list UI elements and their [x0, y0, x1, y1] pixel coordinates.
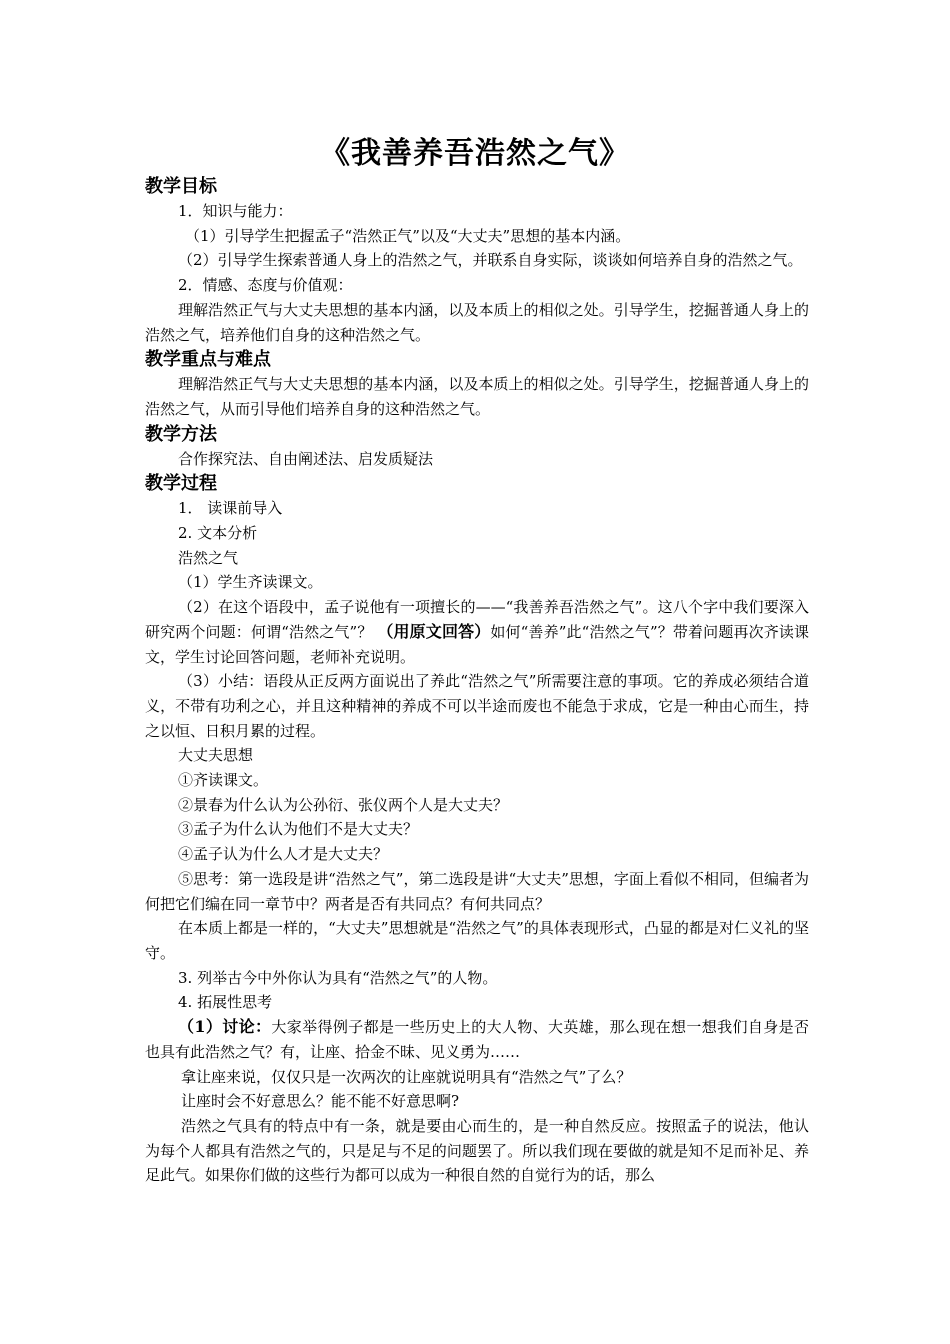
- process-step-2: 2. 文本分析: [178, 524, 258, 543]
- discussion-conclusion: 浩然之气具有的特点中有一条，就是要由心而生的，是一种自然反应。按照孟子的说法，他认为每个人都具有浩然之气的，只是足与不足的问题罢了。所以我们现在要做的就是知不足而补足、养足此气。如果你们做的这些行为都可以成为一种很自然的自觉行为的话，那么: [145, 1116, 809, 1185]
- goal-knowledge-label: 1．知识与能力：: [178, 202, 293, 220]
- dazhangfu-item-2: ②景春为什么认为公孙衍、张仪两个人是大丈夫？: [178, 795, 509, 814]
- document-body: [145, 174, 809, 1188]
- heading-key-points: 教学重点与难点: [145, 349, 271, 371]
- haoran-item-1: （1）学生齐读课文。: [178, 573, 323, 592]
- heading-methods: 教学方法: [145, 423, 217, 445]
- dazhangfu-item-5: ⑤思考：第一选段是讲“浩然之气”，第二选段是讲“大丈夫”思想，字面上看似不相同，但编者为何把它们编在同一章节中？两者是否有共同点？有何共同点？: [145, 869, 809, 913]
- process-step-3: 3. 列举古今中外你认为具有“浩然之气”的人物。: [178, 968, 498, 987]
- process-step-1: 1． 读课前导入: [178, 499, 283, 518]
- key-points-text: 理解浩然正气与大丈夫思想的基本内涵，以及本质上的相似之处。引导学生，挖掘普通人身上的浩然之气，从而引导他们培养自身的这种浩然之气。: [145, 375, 809, 418]
- haoran-item-2-part-c: 如何“善养”此“浩然之气”？带着问题再次齐读课文，学生讨论回答问题，老师补充说明。: [145, 622, 809, 666]
- heading-process: 教学过程: [145, 473, 217, 495]
- page-title: 《我善养吾浩然之气》: [320, 136, 630, 171]
- methods-text: 合作探究法、自由阐述法、启发质疑法: [178, 449, 434, 468]
- goal-attitude-label: 2．情感、态度与价值观：: [178, 276, 353, 295]
- goal-attitude-text: 理解浩然正气与大丈夫思想的基本内涵，以及本质上的相似之处。引导学生，挖掘普通人身上的浩然之气，培养他们自身的这种浩然之气。: [145, 300, 809, 344]
- discussion-question-2: 让座时会不好意思么？能不能不好意思啊?: [181, 1092, 460, 1111]
- goal-item-1: （1）引导学生把握孟子“浩然正气”以及“大丈夫”思想的基本内涵。: [185, 226, 631, 245]
- dazhangfu-item-4: ④孟子认为什么人才是大丈夫？: [178, 845, 389, 864]
- subheading-dazhangfu: 大丈夫思想: [178, 746, 254, 765]
- dazhangfu-item-1: ①齐读课文。: [178, 771, 269, 790]
- haoran-item-2: [145, 595, 809, 669]
- dazhangfu-item-3: ③孟子为什么认为他们不是大丈夫？: [178, 820, 419, 839]
- discussion-label: （1）讨论：: [178, 1017, 272, 1037]
- discussion-question-1: 拿让座来说，仅仅只是一次两次的让座就说明具有“浩然之气”了么？: [181, 1067, 632, 1086]
- process-step-4: 4. 拓展性思考: [178, 993, 273, 1012]
- discussion-text: 大家举得例子都是一些历史上的大人物、大英雄，那么现在想一想我们自身是否也具有此浩然之气？有，让座、拾金不昧、见义勇为……: [145, 1018, 809, 1061]
- dazhangfu-answer: 在本质上都是一样的，“大丈夫”思想就是“浩然之气”的具体表现形式，凸显的都是对仁义礼的坚守。: [145, 919, 809, 962]
- subheading-haoran: 浩然之气: [178, 548, 239, 567]
- discussion-paragraph: [145, 1015, 809, 1064]
- heading-goals: 教学目标: [145, 176, 217, 197]
- haoran-item-2-part-a: （2）在这个语段中，孟子说他有一项擅长的——“我善养吾浩然之气”。这八个字中我们要深入研究两个问题：何谓“浩然之气”？: [145, 598, 809, 641]
- haoran-item-2-part-b: （用原文回答）: [377, 621, 491, 641]
- haoran-summary: （3）小结：语段从正反两方面说出了养此“浩然之气”所需要注意的事项。它的养成必须结合道义，不带有功利之心，并且这种精神的养成不可以半途而废也不能急于求成，它是一种由心而生，持之以恒、日积月累的过程。: [145, 672, 809, 740]
- goal-item-2: （2）引导学生探索普通人身上的浩然之气，并联系自身实际，谈谈如何培养自身的浩然之气。: [178, 251, 803, 270]
